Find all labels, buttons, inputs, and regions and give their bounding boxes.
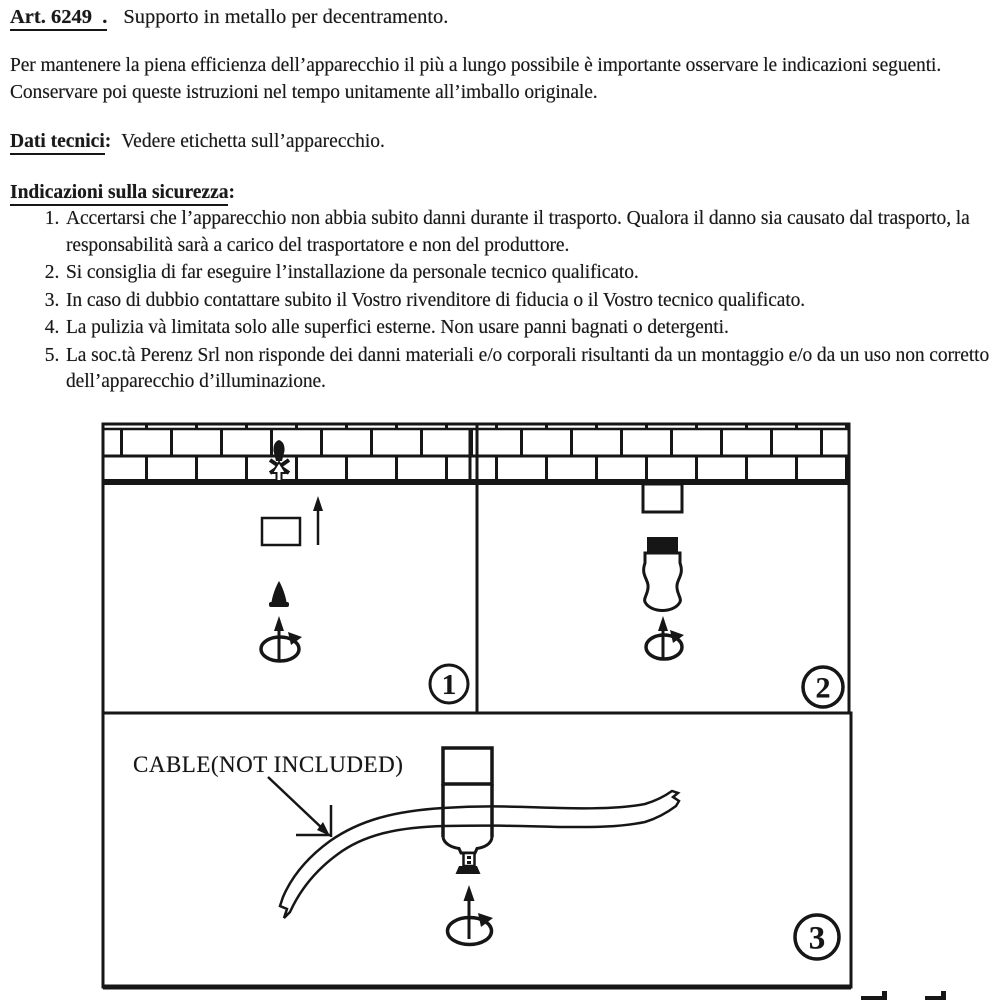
safety-heading xyxy=(10,182,235,204)
safety-list xyxy=(0,206,995,397)
support-fixture xyxy=(443,748,492,874)
safety-heading-colon: : xyxy=(228,182,235,203)
step-2-panel xyxy=(643,484,843,707)
support-canopy xyxy=(644,537,682,611)
installation-figure xyxy=(0,420,1000,1000)
step-1-number: 1 xyxy=(441,669,457,701)
cutoff-marks xyxy=(861,991,946,1000)
rotation-arrow-icon xyxy=(646,616,684,659)
safety-heading-label: Indicazioni sulla sicurezza xyxy=(10,182,228,206)
article-title: Supporto in metallo per decentramento. xyxy=(123,6,449,28)
article-heading xyxy=(10,6,448,29)
ceiling-bracket xyxy=(643,484,682,512)
technical-data-value: Vedere etichetta sull’apparecchio. xyxy=(121,131,385,152)
step-2-badge xyxy=(803,667,843,707)
safety-item: 5. La soc.tà Perenz Srl non risponde dei danni materiali e/o corporali risultanti da un montaggio e/o da un uso non corretto dell’apparecchio d’illuminazione. xyxy=(64,343,991,396)
step-3-badge xyxy=(795,915,839,959)
ceiling-bricks xyxy=(103,424,849,482)
step-1-badge xyxy=(430,665,468,703)
technical-data-line xyxy=(10,131,385,153)
cable-label: CABLE(NOT INCLUDED) xyxy=(133,752,404,777)
up-arrow-icon xyxy=(313,496,323,545)
technical-data-label: Dati tecnici xyxy=(10,131,105,155)
step-3-panel xyxy=(103,713,851,987)
safety-item: 3. In caso di dubbio contattare subito il Vostro rivenditore di fiducia o il Vostro tecnico qualificato. xyxy=(64,288,991,315)
rotation-arrow-icon xyxy=(261,616,302,661)
screw-icon xyxy=(269,581,289,607)
mounting-plate xyxy=(262,518,300,545)
safety-item: 1. Accertarsi che l’apparecchio non abbia subito danni durante il trasporto. Qualora il danno sia causato dal trasporto, la responsabilità sarà a carico del trasportatore e non del produttore. xyxy=(64,206,991,259)
screw-icon xyxy=(456,853,481,874)
leader-line xyxy=(268,777,324,830)
safety-item: 2. Si consiglia di far eseguire l’installazione da personale tecnico qualificato. xyxy=(64,260,991,287)
safety-item: 4. La pulizia và limitata solo alle superfici esterne. Non usare panni bagnati o detergenti. xyxy=(64,315,991,342)
cable-drawing xyxy=(280,791,679,918)
step-3-number: 3 xyxy=(808,920,826,957)
article-number: Art. 6249 . xyxy=(10,6,107,31)
step-2-number: 2 xyxy=(815,671,831,705)
technical-data-colon: : xyxy=(104,131,112,152)
intro-paragraph: Per mantenere la piena efficienza dell’apparecchio il più a lungo possibile è importante osservare le indicazioni seguenti. Conservare poi queste istruzioni nel tempo unitamente all’imballo originale. xyxy=(10,55,942,103)
rotation-arrow-icon xyxy=(448,885,494,945)
